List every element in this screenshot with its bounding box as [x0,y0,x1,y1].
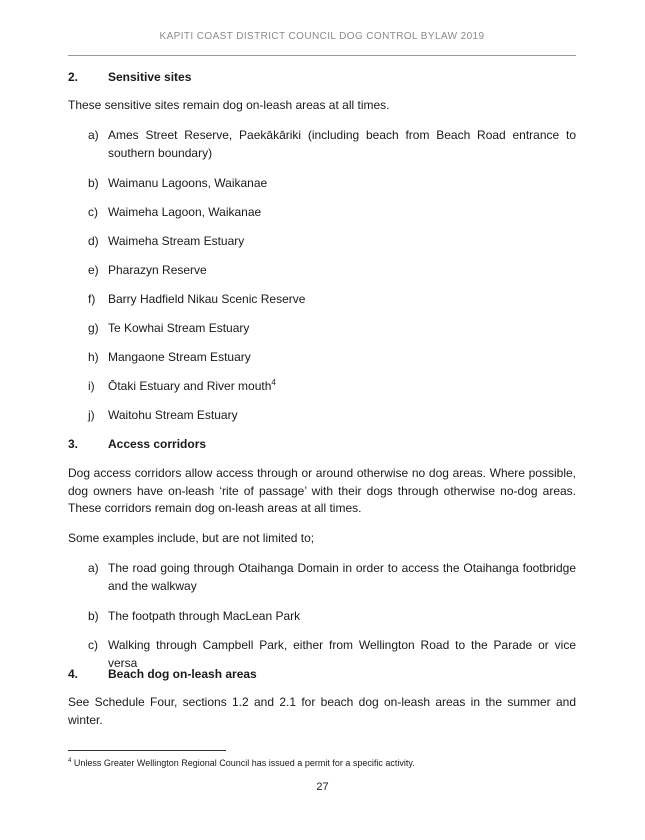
list-text: Waimeha Lagoon, Waikanae [108,205,262,219]
list-item [88,407,576,425]
list-text-content: Ōtaki Estuary and River mouth [108,379,272,393]
list-marker: g) [88,321,99,335]
list-marker: i) [88,379,95,393]
list-text: Waimanu Lagoons, Waikanae [108,176,268,190]
footnote-reference: 4 [271,378,276,387]
section-3-examples-intro: Some examples include, but are not limited to; [68,531,315,545]
list-marker: a) [88,561,99,575]
list-text: Pharazyn Reserve [108,263,207,277]
list-marker: e) [88,263,99,277]
section-3-intro: Dog access corridors allow access through or around otherwise no dog areas. Where possible, dog owners have on-leash ‘rite of passage’ with their dogs through otherwise no-dog areas. These corridors remain dog on-leash areas at all times. [68,466,576,515]
list-text: The footpath through MacLean Park [108,609,301,623]
header-divider [68,55,576,56]
list-item [88,608,576,626]
list-text [108,378,576,396]
list-item [88,262,576,280]
footnote-text: Unless Greater Wellington Regional Council has issued a permit for a specific activity. [73,758,415,768]
list-text: Mangaone Stream Estuary [108,350,251,364]
running-header: KAPITI COAST DISTRICT COUNCIL DOG CONTROL BYLAW 2019 [159,31,485,42]
list-marker: h) [88,350,99,364]
list-item [88,204,576,222]
section-4-intro: See Schedule Four, sections 1.2 and 2.1 for beach dog on-leash areas in the summer and winter. [68,695,576,727]
list-marker: c) [88,638,98,652]
page-number: 27 [316,781,329,793]
footnote-number: 4 [68,758,72,764]
footnote-divider [68,750,226,751]
list-marker: j) [88,408,95,422]
list-marker: c) [88,205,98,219]
list-item [88,560,576,595]
section-title: Beach dog on-leash areas [108,667,257,681]
list-item [88,127,576,162]
list-item [88,233,576,251]
list-marker: d) [88,234,99,248]
section-title: Access corridors [108,437,207,451]
section-number: 3. [68,437,79,451]
list-marker: f) [88,292,96,306]
list-item [88,175,576,193]
list-text: Waitohu Stream Estuary [108,408,238,422]
section-number: 4. [68,667,79,681]
list-marker: b) [88,609,99,623]
list-item [88,320,576,338]
list-marker: b) [88,176,99,190]
list-text: Ames Street Reserve, Paekākāriki (including beach from Beach Road entrance to southern boundary) [108,128,576,160]
section-title: Sensitive sites [108,70,192,84]
list-marker: a) [88,128,99,142]
list-text: Te Kowhai Stream Estuary [108,321,250,335]
list-item [88,378,576,396]
section-number: 2. [68,70,79,84]
footnote [68,758,415,768]
list-item [88,349,576,367]
list-text: Barry Hadfield Nikau Scenic Reserve [108,292,306,306]
list-text: Waimeha Stream Estuary [108,234,245,248]
list-text: Walking through Campbell Park, either from Wellington Road to the Parade or vice versa [108,638,576,670]
list-item [88,291,576,309]
section-2-intro: These sensitive sites remain dog on-leash areas at all times. [68,98,390,112]
list-text: The road going through Otaihanga Domain in order to access the Otaihanga footbridge and the walkway [108,561,576,593]
